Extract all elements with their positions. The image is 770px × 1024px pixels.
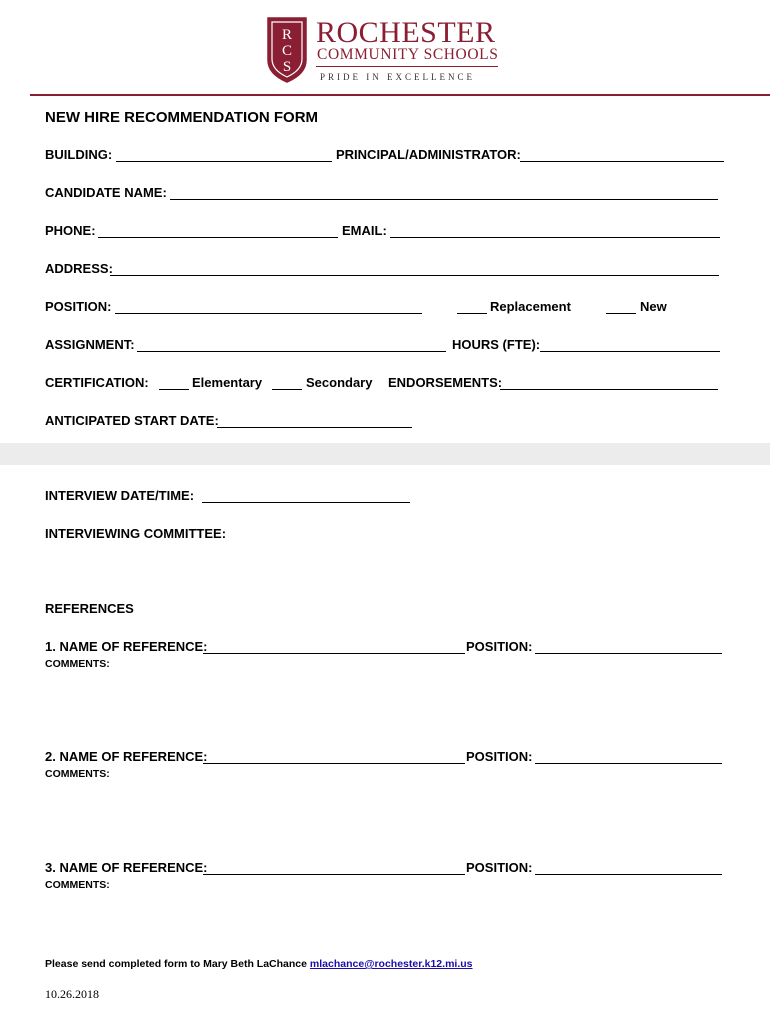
contact-email-link[interactable]: mlachance@rochester.k12.mi.us: [309, 958, 473, 970]
references-heading: REFERENCES: [45, 601, 134, 616]
reference-3-position-label: POSITION:: [466, 860, 533, 875]
footer-instructions-line: [45, 957, 473, 972]
address-field[interactable]: [110, 275, 719, 276]
hours-fte-label: HOURS (FTE):: [452, 337, 541, 352]
brand-divider: [316, 66, 498, 67]
start-date-label: ANTICIPATED START DATE:: [45, 413, 219, 428]
elementary-checkbox[interactable]: [159, 389, 189, 390]
section-divider-band: [0, 443, 770, 465]
candidate-name-label: CANDIDATE NAME:: [45, 185, 167, 200]
reference-3-comments-label: COMMENTS:: [45, 879, 110, 891]
reference-2-name-label: 2. NAME OF REFERENCE:: [45, 749, 208, 764]
brand-tagline: PRIDE IN EXCELLENCE: [320, 72, 475, 82]
header-divider: [30, 94, 770, 96]
candidate-name-field[interactable]: [170, 199, 718, 200]
email-field[interactable]: [390, 237, 720, 238]
certification-label: CERTIFICATION:: [45, 375, 149, 390]
new-label: New: [640, 299, 667, 314]
committee-label: INTERVIEWING COMMITTEE:: [45, 526, 227, 541]
position-label: POSITION:: [45, 299, 112, 314]
monogram-r: R: [281, 27, 293, 43]
building-label: BUILDING:: [45, 147, 113, 162]
assignment-field[interactable]: [137, 351, 446, 352]
monogram-s: S: [282, 59, 292, 75]
form-title: NEW HIRE RECOMMENDATION FORM: [45, 109, 319, 126]
district-logo: [266, 16, 506, 86]
assignment-label: ASSIGNMENT:: [45, 337, 135, 352]
brand-subtitle: COMMUNITY SCHOOLS: [317, 46, 499, 63]
start-date-field[interactable]: [217, 427, 412, 428]
replacement-label: Replacement: [490, 299, 571, 314]
email-label: EMAIL:: [342, 223, 387, 238]
interview-field[interactable]: [202, 502, 410, 503]
brand-title: ROCHESTER: [316, 16, 496, 49]
reference-1-name-field[interactable]: [203, 653, 465, 654]
endorsements-field[interactable]: [500, 389, 718, 390]
reference-3-name-label: 3. NAME OF REFERENCE:: [45, 860, 208, 875]
reference-3-position-field[interactable]: [535, 874, 722, 875]
elementary-label: Elementary: [192, 375, 263, 390]
position-field[interactable]: [115, 313, 422, 314]
reference-2-position-label: POSITION:: [466, 749, 533, 764]
replacement-checkbox[interactable]: [457, 313, 487, 314]
secondary-checkbox[interactable]: [272, 389, 302, 390]
reference-1-position-label: POSITION:: [466, 639, 533, 654]
revision-date: 10.26.2018: [45, 987, 99, 1001]
phone-label: PHONE:: [45, 223, 96, 238]
building-field[interactable]: [116, 161, 332, 162]
monogram-c: C: [281, 43, 293, 59]
reference-1-position-field[interactable]: [535, 653, 722, 654]
reference-2-position-field[interactable]: [535, 763, 722, 764]
new-checkbox[interactable]: [606, 313, 636, 314]
reference-2-comments-label: COMMENTS:: [45, 768, 110, 780]
rcs-shield-icon: [266, 16, 308, 84]
reference-3-name-field[interactable]: [203, 874, 465, 875]
principal-field[interactable]: [520, 161, 724, 162]
endorsements-label: ENDORSEMENTS:: [388, 375, 503, 390]
reference-2-name-field[interactable]: [203, 763, 465, 764]
footer-instructions: Please send completed form to Mary Beth LaChance: [45, 958, 307, 970]
interview-label: INTERVIEW DATE/TIME:: [45, 488, 195, 503]
reference-1-name-label: 1. NAME OF REFERENCE:: [45, 639, 208, 654]
hours-fte-field[interactable]: [540, 351, 720, 352]
phone-field[interactable]: [98, 237, 338, 238]
reference-1-comments-label: COMMENTS:: [45, 658, 110, 670]
principal-label: PRINCIPAL/ADMINISTRATOR:: [336, 147, 521, 162]
address-label: ADDRESS:: [45, 261, 113, 276]
secondary-label: Secondary: [306, 375, 373, 390]
